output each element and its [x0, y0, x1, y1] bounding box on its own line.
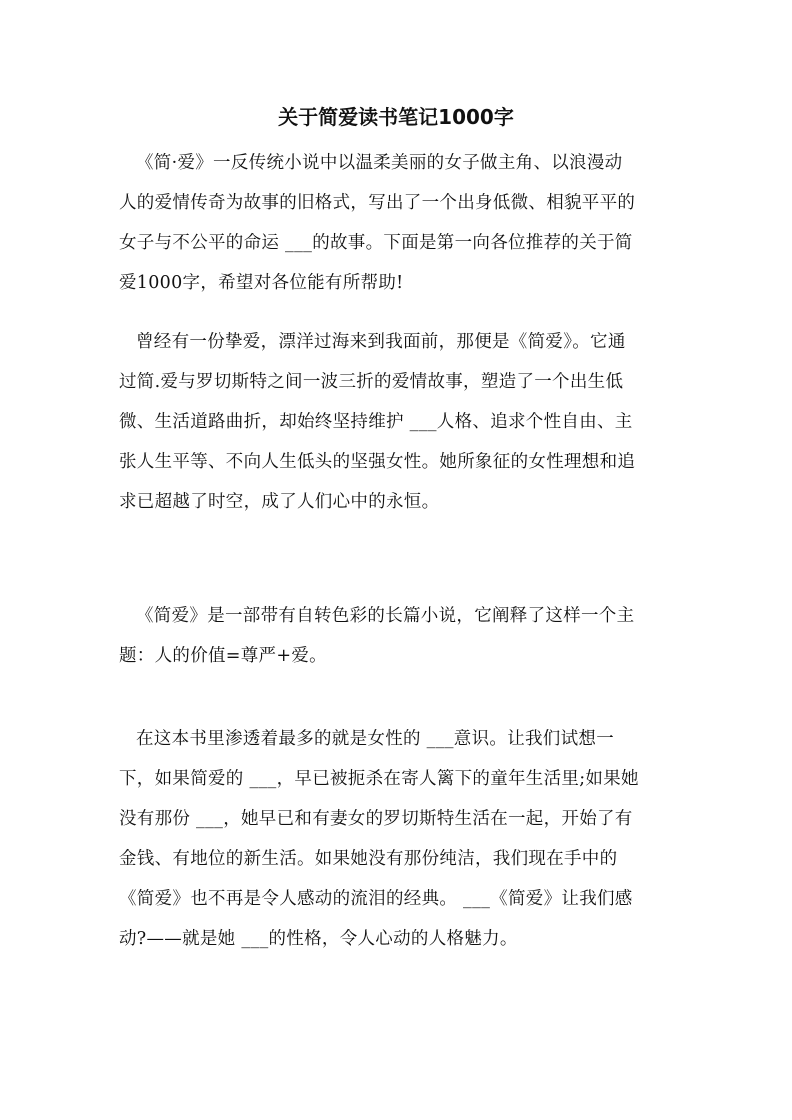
- text-line: 没有那份 ___，她早已和有妻女的罗切斯特生活在一起，开始了有: [119, 809, 633, 829]
- paragraph-awareness: [119, 719, 679, 959]
- text-line: 《简爱》也不再是令人感动的流泪的经典。 ___《简爱》让我们感: [119, 889, 633, 909]
- text-line: 题：人的价值=尊严+爱。: [119, 646, 327, 666]
- text-line: 人的爱情传奇为故事的旧格式，写出了一个出身低微、相貌平平的: [119, 193, 636, 213]
- text-line: 爱1000字，希望对各位能有所帮助!: [119, 273, 404, 293]
- text-line: 在这本书里渗透着最多的就是女性的 ___意识。让我们试想一: [136, 729, 615, 749]
- text-line: 女子与不公平的命运 ___的故事。下面是第一向各位推荐的关于简: [119, 233, 633, 253]
- document-title: 关于简爱读书笔记1000字: [278, 105, 514, 129]
- text-line: 《简爱》是一部带有自转色彩的长篇小说，它阐释了这样一个主: [136, 606, 635, 626]
- text-line: 曾经有一份挚爱，漂洋过海来到我面前，那便是《简爱》。它通: [136, 332, 626, 352]
- text-line: 动?——就是她 ___的性格，令人心动的人格魅力。: [119, 929, 518, 949]
- paragraph-intro: [119, 143, 679, 303]
- text-line: 《简·爱》一反传统小说中以温柔美丽的女子做主角、以浪漫动: [136, 153, 623, 173]
- paragraph-love: [119, 322, 679, 522]
- paragraph-theme: [119, 596, 679, 676]
- text-line: 过简.爱与罗切斯特之间一波三折的爱情故事，塑造了一个出生低: [119, 372, 624, 392]
- text-line: 张人生平等、不向人生低头的坚强女性。她所象征的女性理想和追: [119, 452, 636, 472]
- text-line: 金钱、有地位的新生活。如果她没有那份纯洁，我们现在手中的: [119, 849, 618, 869]
- text-line: 求已超越了时空，成了人们心中的永恒。: [119, 492, 440, 512]
- text-line: 下，如果简爱的 ___，早已被扼杀在寄人篱下的童年生活里;如果她: [119, 769, 639, 789]
- text-line: 微、生活道路曲折，却始终坚持维护 ___人格、追求个性自由、主: [119, 412, 633, 432]
